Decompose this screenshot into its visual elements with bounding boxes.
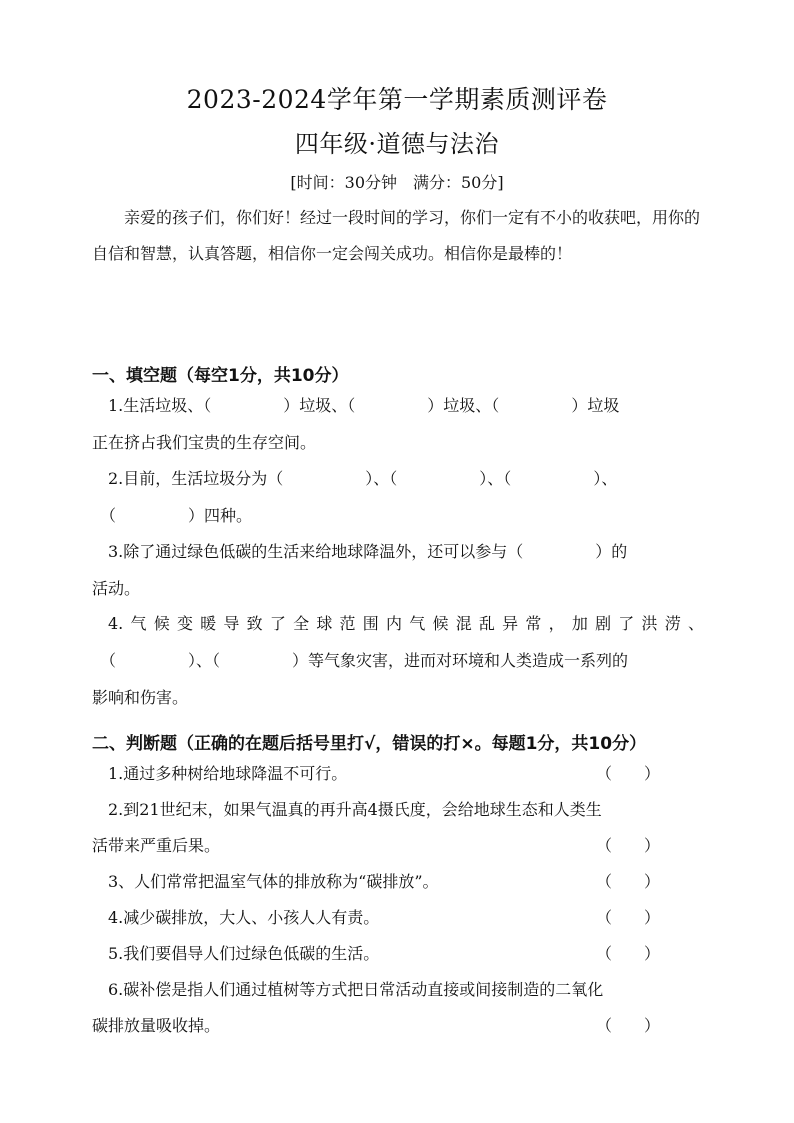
- q4-part-e: 影响和伤害。: [92, 688, 189, 707]
- time-info: [时间：30分钟 满分：50分]: [290, 173, 504, 192]
- q1-part-e: 正在挤占我们宝贵的生存空间。: [92, 433, 317, 452]
- answer-parentheses[interactable]: （ ）: [596, 908, 661, 927]
- answer-parentheses[interactable]: （ ）: [596, 944, 661, 963]
- answer-parentheses[interactable]: （ ）: [596, 764, 661, 783]
- q2-part-f: ）四种。: [188, 506, 253, 525]
- q3-part-a: 3.除了通过绿色低碳的生活来给地球降温外，还可以参与（: [108, 542, 524, 561]
- question-1-1: [92, 387, 704, 461]
- q2-part-c: ）、（: [479, 469, 512, 488]
- exam-subtitle: 四年级·道德与法治: [294, 130, 500, 158]
- exam-title: 2023-2024学年第一学期素质测评卷: [186, 85, 608, 114]
- q4-part-a: 4.气候变暖导致了全球范围内气候混乱异常，加剧了洪涝、: [108, 614, 704, 633]
- section2-heading: 二、判断题（正确的在题后括号里打√，错误的打×。每题1分，共10分）: [92, 734, 647, 754]
- question-1-4: [92, 605, 704, 716]
- q1-part-b: ）垃圾、（: [283, 396, 356, 415]
- judge-item-2-cont: 活带来严重后果。 （ ）: [92, 828, 704, 864]
- q1-part-d: ）垃圾: [571, 396, 620, 415]
- q3-part-b: ）的: [595, 542, 628, 561]
- q2-part-b: ）、（: [365, 469, 398, 488]
- q1-part-a: 1.生活垃圾、（: [108, 396, 212, 415]
- judge-item-5: 5.我们要倡导人们过绿色低碳的生活。 （ ）: [92, 936, 704, 972]
- judge-item-4: 4.减少碳排放，大人、小孩人人有责。 （ ）: [92, 900, 704, 936]
- judge-item-6: 6.碳补偿是指人们通过植树等方式把日常活动直接或间接制造的二氧化: [108, 980, 604, 999]
- judge-item-2: 2.到21世纪末，如果气温真的再升高4摄氏度，会给地球生态和人类生: [108, 800, 602, 819]
- q2-part-d: ）、: [593, 469, 618, 488]
- answer-parentheses[interactable]: （ ）: [596, 836, 661, 855]
- intro-paragraph: 亲爱的孩子们，你们好！经过一段时间的学习，你们一定有不小的收获吧，用你的自信和智慧，认真答题，相信你一定会闯关成功。相信你是最棒的！: [92, 208, 701, 263]
- judge-item-1: 1.通过多种树给地球降温不可行。 （ ）: [92, 756, 704, 792]
- judge-item-3: 3、人们常常把温室气体的排放称为“碳排放”。 （ ）: [92, 864, 704, 900]
- judge-item-6-cont: 碳排放量吸收掉。 （ ）: [92, 1008, 704, 1044]
- q4-part-b: （: [100, 651, 117, 670]
- q3-part-c: 活动。: [92, 579, 141, 598]
- section1-heading: 一、填空题（每空1分，共10分）: [92, 366, 349, 386]
- q4-part-d: ）等气象灾害，进而对环境和人类造成一系列的: [292, 651, 629, 670]
- q2-part-a: 2.目前，生活垃圾分为（: [108, 469, 284, 488]
- answer-parentheses[interactable]: （ ）: [596, 1016, 661, 1035]
- answer-parentheses[interactable]: （ ）: [596, 872, 661, 891]
- q4-part-c: ）、（: [188, 651, 221, 670]
- question-1-3: [92, 533, 704, 607]
- q2-part-e: （: [100, 506, 117, 525]
- question-1-2: [92, 460, 704, 534]
- q1-part-c: ）垃圾、（: [427, 396, 500, 415]
